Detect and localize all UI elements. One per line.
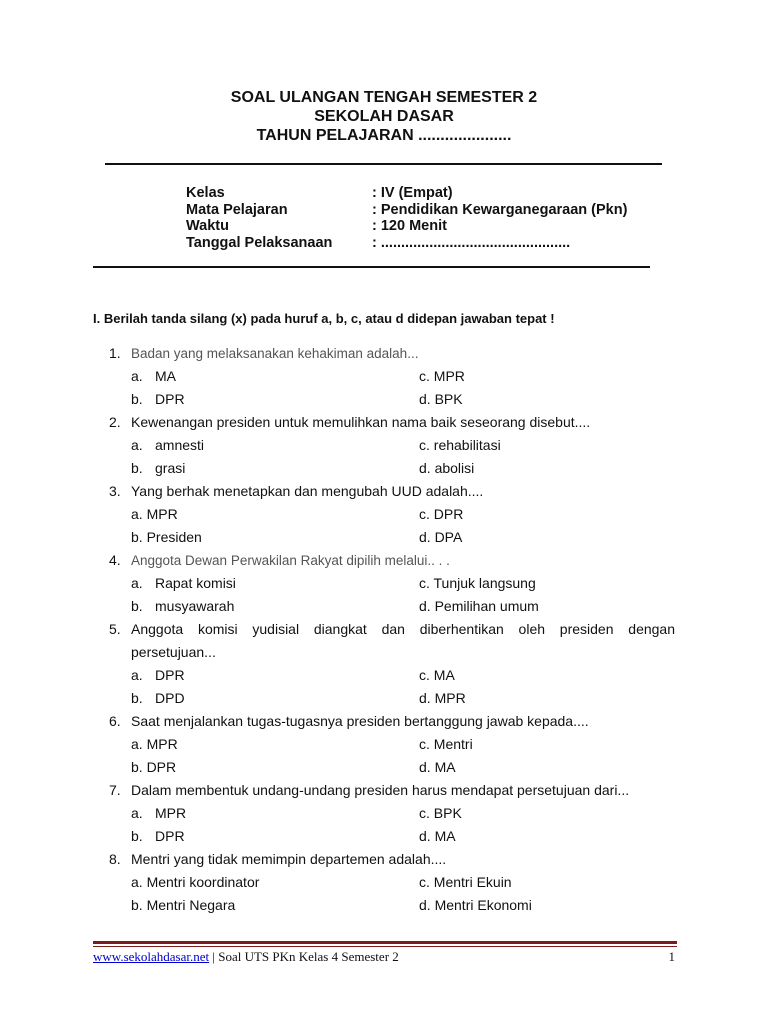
instruction-text: I. Berilah tanda silang (x) pada huruf a, b, c, atau d didepan jawaban tepat ! — [93, 311, 555, 326]
option-a — [131, 572, 236, 595]
option-row — [93, 756, 675, 779]
footer-text: | Soal UTS PKn Kelas 4 Semester 2 — [209, 949, 399, 964]
footer-rule-thick — [93, 941, 677, 944]
option-c: c. Tunjuk langsung — [419, 575, 536, 591]
info-value: : ............................................... — [372, 235, 571, 252]
question-number: 4. — [109, 552, 121, 568]
option-row — [93, 802, 675, 825]
question-7 — [93, 779, 675, 802]
question-number: 7. — [109, 782, 121, 798]
option-b: b. Mentri Negara — [131, 897, 236, 913]
option-row — [93, 894, 675, 917]
option-b — [131, 687, 185, 710]
question-text: Saat menjalankan tugas-tugasnya presiden bertanggung jawab kepada.... — [131, 713, 589, 729]
header-school: SEKOLAH DASAR — [314, 108, 454, 125]
question-8 — [93, 848, 675, 871]
option-c: c. Mentri Ekuin — [419, 874, 512, 890]
option-row — [93, 526, 675, 549]
option-a: a. MPR — [131, 736, 178, 752]
option-letter: a. — [131, 805, 143, 821]
option-b: b. DPR — [131, 759, 177, 775]
question-list — [93, 342, 675, 917]
option-row — [93, 687, 675, 710]
info-divider — [93, 266, 650, 268]
option-a: a. Mentri koordinator — [131, 874, 260, 890]
header-title: SOAL ULANGAN TENGAH SEMESTER 2 — [230, 89, 538, 106]
option-row — [93, 503, 675, 526]
option-letter: a. — [131, 368, 143, 384]
option-letter: a. — [131, 437, 143, 453]
info-key: Mata Pelajaran — [186, 201, 288, 218]
option-letter: b. — [131, 598, 143, 614]
option-b — [131, 595, 234, 618]
info-row-class — [186, 185, 627, 202]
option-a — [131, 802, 186, 825]
option-letter: a. — [131, 667, 143, 683]
option-c: c. DPR — [419, 506, 464, 522]
option-letter: b. — [131, 690, 143, 706]
option-letter: a. — [131, 575, 143, 591]
info-key: Waktu — [186, 218, 229, 235]
question-number: 1. — [109, 345, 121, 361]
info-row-time — [186, 218, 627, 235]
info-table — [186, 185, 627, 252]
option-d: d. DPA — [419, 529, 463, 545]
info-value: : IV (Empat) — [372, 185, 453, 201]
footer-divider — [93, 941, 677, 947]
option-text: MPR — [155, 805, 187, 821]
option-row — [93, 572, 675, 595]
info-value: : Pendidikan Kewarganegaraan (Pkn) — [372, 201, 628, 218]
option-b: b. Presiden — [131, 529, 202, 545]
option-text: DPR — [155, 391, 185, 407]
option-row — [93, 825, 675, 848]
question-number: 8. — [109, 851, 121, 867]
question-text: Anggota Dewan Perwakilan Rakyat dipilih melalui.. . . — [131, 553, 450, 568]
info-key: Kelas — [186, 185, 225, 201]
option-letter: b. — [131, 828, 143, 844]
option-a — [131, 365, 176, 388]
question-4 — [93, 549, 675, 572]
option-d: d. BPK — [419, 391, 463, 407]
option-row — [93, 595, 675, 618]
option-text: musyawarah — [155, 598, 235, 614]
info-key: Tanggal Pelaksanaan — [186, 235, 333, 252]
document-header — [0, 88, 768, 145]
option-c: c. MA — [419, 667, 455, 683]
footer-website-link[interactable]: www.sekolahdasar.net — [93, 949, 210, 964]
question-text: Kewenangan presiden untuk memulihkan nama baik seseorang disebut.... — [131, 414, 591, 430]
option-d: d. Mentri Ekonomi — [419, 897, 532, 913]
question-3 — [93, 480, 675, 503]
option-a — [131, 664, 185, 687]
question-text: Badan yang melaksanakan kehakiman adalah... — [131, 346, 419, 361]
question-text-continued: persetujuan... — [131, 644, 216, 660]
option-c: c. BPK — [419, 805, 462, 821]
footer-rule-thin — [93, 946, 677, 947]
option-text: Rapat komisi — [155, 575, 236, 591]
header-divider — [105, 163, 662, 165]
option-d: d. MPR — [419, 690, 466, 706]
option-b — [131, 825, 185, 848]
option-b — [131, 388, 185, 411]
option-c: c. Mentri — [419, 736, 473, 752]
option-b — [131, 457, 185, 480]
info-row-date — [186, 235, 627, 252]
page-number: 1 — [668, 949, 675, 964]
question-number: 3. — [109, 483, 121, 499]
option-row — [93, 871, 675, 894]
option-letter: b. — [131, 391, 143, 407]
question-text: Yang berhak menetapkan dan mengubah UUD adalah.... — [131, 483, 484, 499]
option-c: c. MPR — [419, 368, 465, 384]
option-row — [93, 733, 675, 756]
question-6 — [93, 710, 675, 733]
option-d: d. Pemilihan umum — [419, 598, 539, 614]
option-text: MA — [155, 368, 176, 384]
option-text: grasi — [155, 460, 186, 476]
question-number: 5. — [109, 621, 121, 637]
option-a — [131, 434, 204, 457]
option-a: a. MPR — [131, 506, 178, 522]
question-text: Mentri yang tidak memimpin departemen adalah.... — [131, 851, 447, 867]
option-c: c. rehabilitasi — [419, 437, 501, 453]
option-row — [93, 434, 675, 457]
info-value: : 120 Menit — [372, 218, 447, 235]
option-d: d. MA — [419, 828, 456, 844]
option-text: DPD — [155, 690, 185, 706]
question-5-continued — [93, 641, 675, 664]
question-2 — [93, 411, 675, 434]
option-d: d. abolisi — [419, 460, 475, 476]
page-footer — [93, 949, 675, 965]
option-row — [93, 457, 675, 480]
option-text: amnesti — [155, 437, 205, 453]
option-row — [93, 365, 675, 388]
question-text: Dalam membentuk undang-undang presiden harus mendapat persetujuan dari... — [131, 782, 630, 798]
option-text: DPR — [155, 667, 185, 683]
question-text: Anggota komisi yudisial diangkat dan diberhentikan oleh presiden dengan — [131, 621, 675, 637]
info-row-subject — [186, 202, 627, 219]
option-row — [93, 388, 675, 411]
option-text: DPR — [155, 828, 185, 844]
header-year: TAHUN PELAJARAN ..................... — [256, 127, 512, 144]
option-row — [93, 664, 675, 687]
question-number: 2. — [109, 414, 121, 430]
option-d: d. MA — [419, 759, 456, 775]
question-1 — [93, 342, 675, 365]
option-letter: b. — [131, 460, 143, 476]
question-5 — [93, 618, 675, 641]
question-number: 6. — [109, 713, 121, 729]
